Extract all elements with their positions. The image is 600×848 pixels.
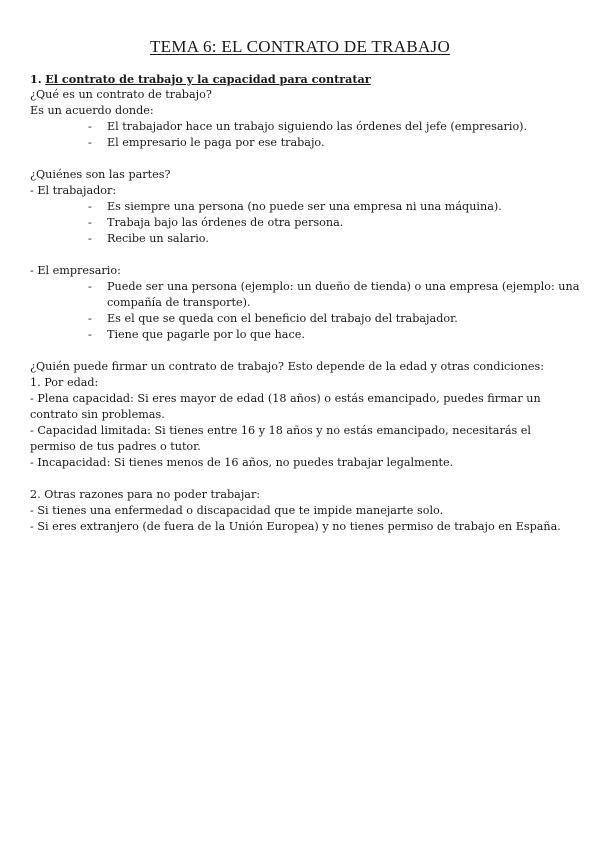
dash-bullet: -	[88, 232, 92, 245]
list-item-text: Tiene que pagarle por lo que hace.	[107, 328, 305, 341]
list-item-text: El trabajador hace un trabajo siguiendo las órdenes del jefe (empresario).	[107, 120, 528, 133]
list-item-text: El empresario le paga por ese trabajo.	[107, 136, 325, 149]
dash-bullet: -	[88, 200, 92, 213]
section-heading	[30, 71, 580, 87]
list-item	[88, 135, 580, 151]
section-heading-text: El contrato de trabajo y la capacidad para contratar	[45, 72, 371, 86]
list-item-text: Trabaja bajo las órdenes de otra persona.	[107, 216, 344, 229]
spacer	[30, 247, 580, 263]
document-body	[30, 71, 580, 535]
list-item	[88, 279, 580, 311]
worker-list	[30, 199, 580, 247]
document-title: TEMA 6: EL CONTRATO DE TRABAJO	[149, 37, 451, 56]
dash-bullet: -	[88, 328, 92, 341]
dash-bullet: -	[88, 280, 92, 293]
other-reason-item: - Si eres extranjero (de fuera de la Unión Europea) y no tienes permiso de trabajo en España.	[30, 520, 561, 533]
question-parties: ¿Quiénes son las partes?	[30, 168, 171, 181]
age-item: - Capacidad limitada: Si tienes entre 16 y 18 años y no estás emancipado, necesitarás el permiso de tus padres o tutor.	[30, 424, 531, 453]
employer-label: - El empresario:	[30, 264, 121, 277]
list-item-text: Es siempre una persona (no puede ser una empresa ni una máquina).	[107, 200, 502, 213]
spacer	[30, 151, 580, 167]
dash-bullet: -	[88, 120, 92, 133]
list-item	[88, 119, 580, 135]
list-item	[88, 231, 580, 247]
dash-bullet: -	[88, 136, 92, 149]
list-item	[88, 199, 580, 215]
question-what-is-contract: ¿Qué es un contrato de trabajo?	[30, 88, 212, 101]
spacer	[30, 471, 580, 487]
list-item	[88, 215, 580, 231]
list-item	[88, 327, 580, 343]
list-item-text: Recibe un salario.	[107, 232, 209, 245]
contract-definition-list	[30, 119, 580, 151]
employer-list	[30, 279, 580, 343]
list-item-text: Puede ser una persona (ejemplo: un dueño de tienda) o una empresa (ejemplo: una compañía de transporte).	[107, 280, 580, 309]
contract-definition-intro: Es un acuerdo donde:	[30, 104, 154, 117]
spacer	[30, 343, 580, 359]
age-item: - Plena capacidad: Si eres mayor de edad (18 años) o estás emancipado, puedes firmar un contrato sin problemas.	[30, 392, 541, 421]
section-number: 1.	[30, 72, 42, 86]
dash-bullet: -	[88, 216, 92, 229]
other-reasons-label: 2. Otras razones para no poder trabajar:	[30, 488, 261, 501]
list-item-text: Es el que se queda con el beneficio del trabajo del trabajador.	[107, 312, 458, 325]
age-item: - Incapacidad: Si tienes menos de 16 años, no puedes trabajar legalmente.	[30, 456, 454, 469]
dash-bullet: -	[88, 312, 92, 325]
list-item	[88, 311, 580, 327]
age-label: 1. Por edad:	[30, 376, 99, 389]
other-reason-item: - Si tienes una enfermedad o discapacidad que te impide manejarte solo.	[30, 504, 444, 517]
worker-label: - El trabajador:	[30, 184, 117, 197]
question-who-can-sign: ¿Quién puede firmar un contrato de trabajo? Esto depende de la edad y otras condiciones:	[30, 360, 544, 373]
